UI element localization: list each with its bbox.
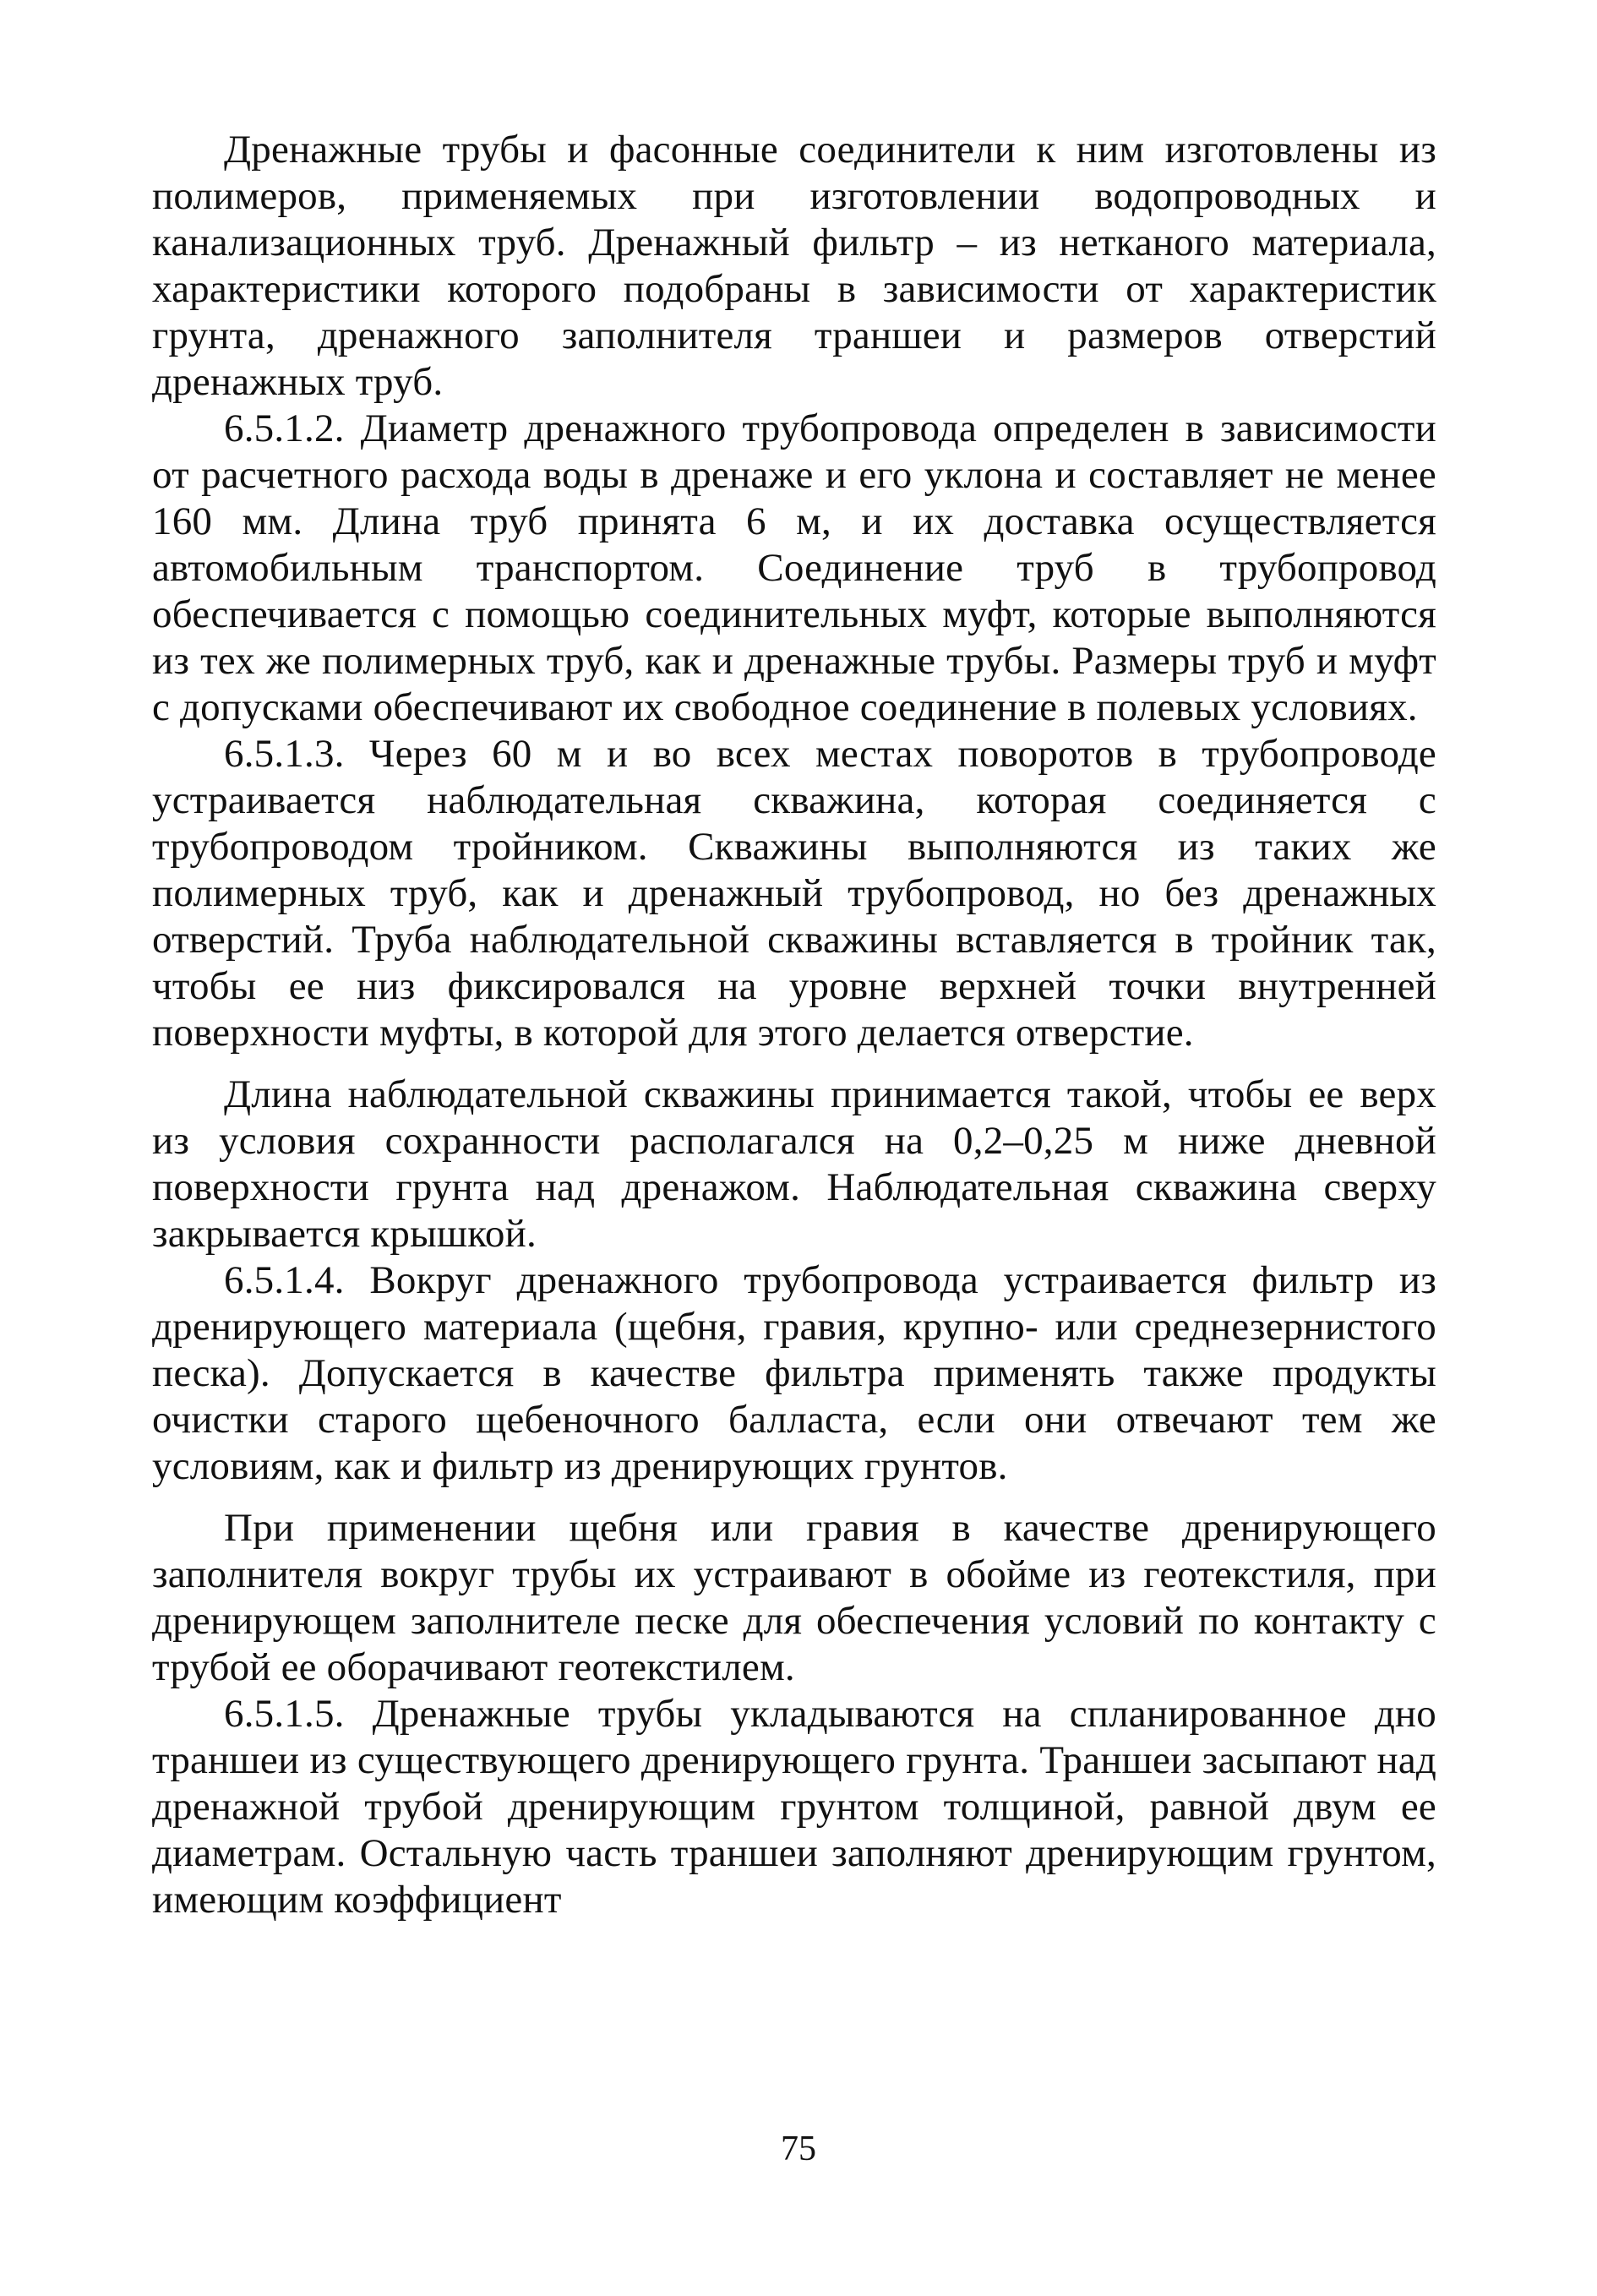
page-body (152, 127, 1436, 1923)
paragraph-6-5-1-2: 6.5.1.2. Диаметр дренажного трубопровода определен в зависимости от расчетного расхода воды в дренаже и его уклона и составляет не менее 160 мм. Длина труб принята 6 м, и их доставка осуществляется автомобильным транспортом. Соединение труб в трубопровод обеспечивается с помощью соединительных муфт, которые выполняются из тех же полимерных труб, как и дренажные трубы. Размеры труб и муфт с допусками обеспечивают их свободное соединение в полевых условиях. (152, 406, 1436, 729)
paragraph-observation-well-length: Длина наблюдательной скважины принимается такой, чтобы ее верх из условия сохранности располагался на 0,2–0,25 м ниже дневной поверхности грунта над дренажом. Наблюдательная скважина сверху закрывается крышкой. (152, 1072, 1436, 1256)
paragraph-6-5-1-3: 6.5.1.3. Через 60 м и во всех местах поворотов в трубопроводе устраивается наблюдательная скважина, которая соединяется с трубопроводом тройником. Скважины выполняются из таких же полимерных труб, как и дренажный трубопровод, но без дренажных отверстий. Труба наблюдательной скважины вставляется в тройник так, чтобы ее низ фиксировался на уровне верхней точки внутренней поверхности муфты, в которой для этого делается отверстие. (152, 732, 1436, 1055)
page-number: 75 (781, 2130, 816, 2168)
paragraph-drainage-pipes: Дренажные трубы и фасонные соединители к ним изготовлены из полимеров, применяемых при изготовлении водопроводных и канализационных труб. Дренажный фильтр – из нетканого материала, характеристики которого подобраны в зависимости от характеристик грунта, дренажного заполнителя траншеи и размеров отверстий дренажных труб. (152, 128, 1436, 404)
paragraph-6-5-1-4: 6.5.1.4. Вокруг дренажного трубопровода устраивается фильтр из дренирующего материала (щебня, гравия, крупно- или среднезернистого песка). Допускается в качестве фильтра применять также продукты очистки старого щебеночного балласта, если они отвечают тем же условиям, как и фильтр из дренирующих грунтов. (152, 1258, 1436, 1488)
paragraph-gravel-geotextile: При применении щебня или гравия в качестве дренирующего заполнителя вокруг трубы их устраивают в обойме из геотекстиля, при дренирующем заполнителе песке для обеспечения условий по контакту с трубой ее оборачивают геотекстилем. (152, 1506, 1436, 1689)
paragraph-6-5-1-5: 6.5.1.5. Дренажные трубы укладываются на спланированное дно траншеи из существующего дренирующего грунта. Траншеи засыпают над дренажной трубой дренирующим грунтом толщиной, равной двум ее диаметрам. Остальную часть траншеи заполняют дренирующим грунтом, имеющим коэффициент (152, 1692, 1436, 1922)
